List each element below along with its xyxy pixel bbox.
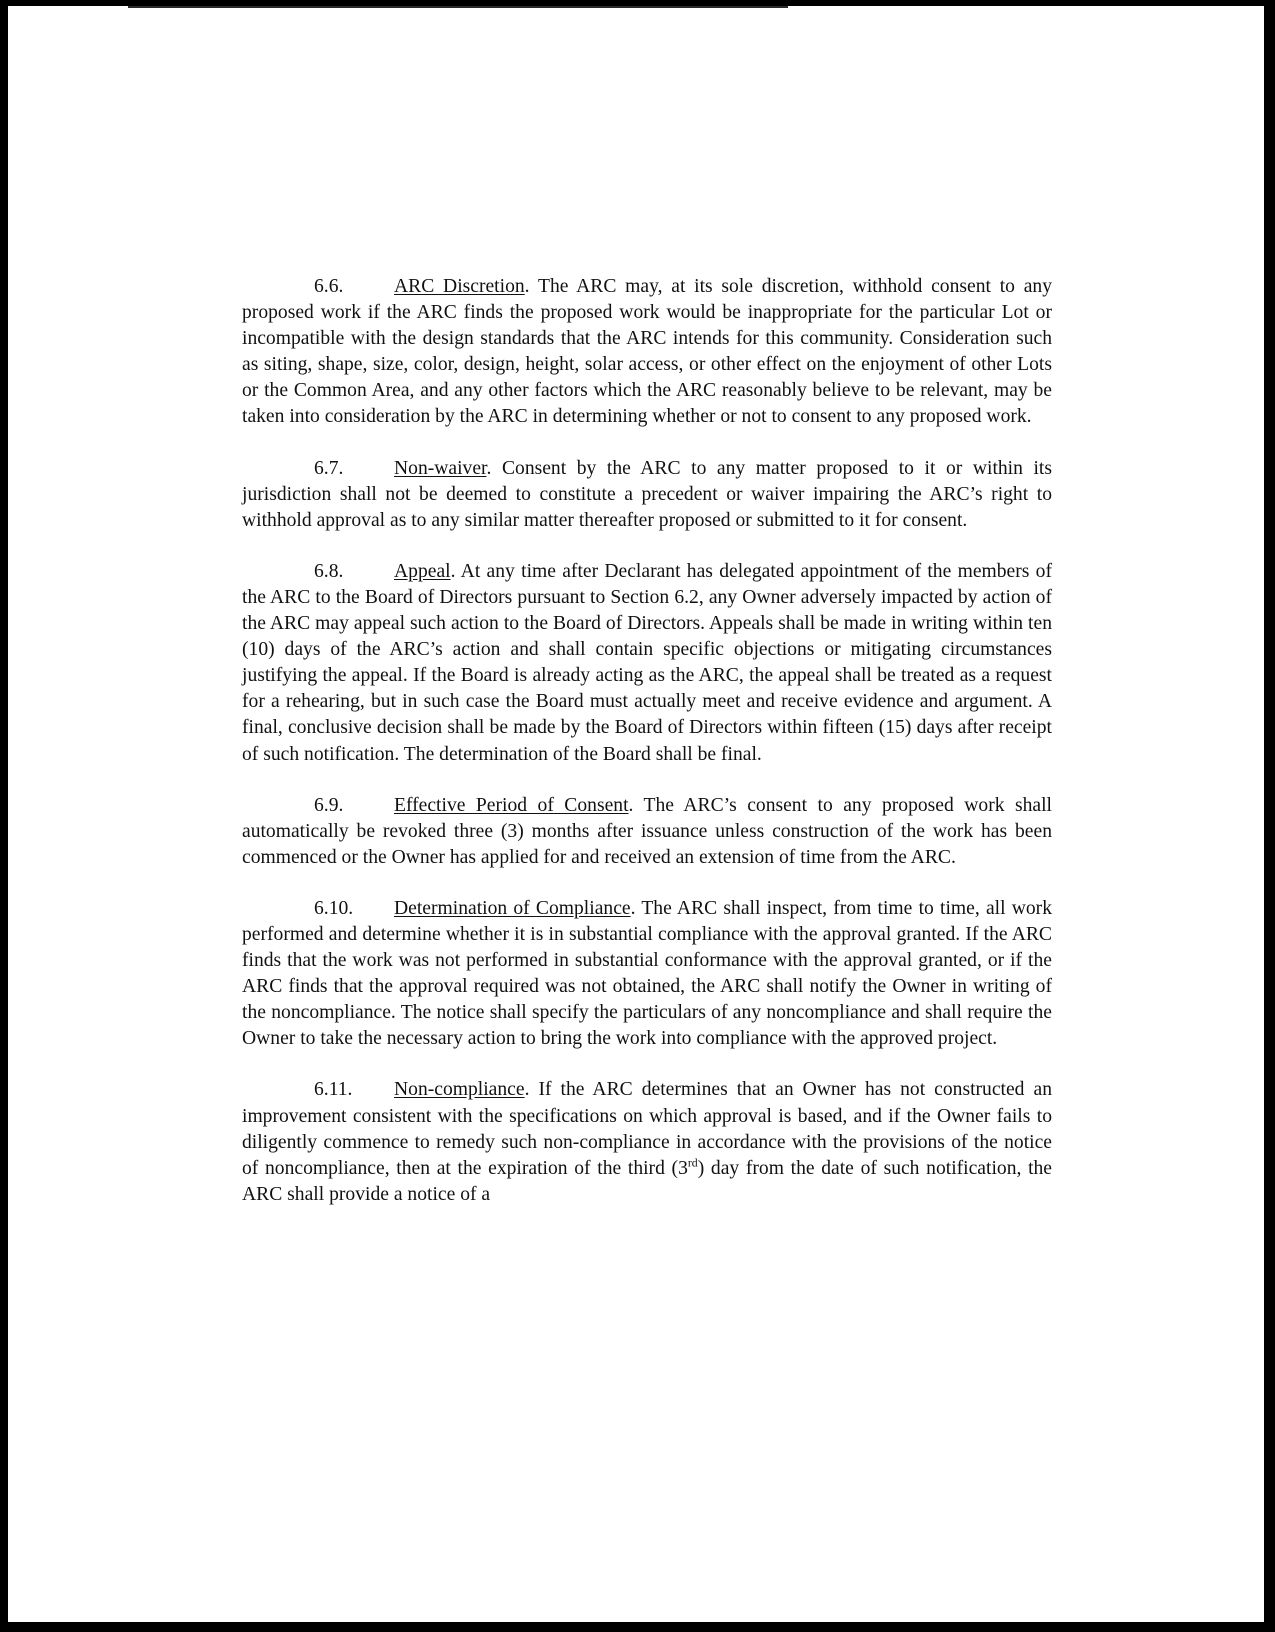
section-heading: Non-waiver — [394, 457, 487, 479]
ordinal-superscript: rd — [687, 1156, 698, 1170]
section-number: 6.7. — [314, 457, 344, 479]
section-number: 6.8. — [314, 560, 344, 582]
section-text: . Consent by the ARC to any matter proposed to it or within its jurisdiction shall not be deemed to constitute a precedent or waiver impairing the ARC’s right to withhold approval as to any similar matter thereafter proposed or submitted to it for consent. — [242, 457, 1052, 531]
section-text: . At any time after Declarant has delegated appointment of the members of the ARC to the Board of Directors pursuant to Section 6.2, any Owner adversely impacted by action of the ARC may appeal such action to the Board of Directors. Appeals shall be made in writing within ten (10) days of the ARC’s action and shall contain specific objections or mitigating circumstances justifying the appeal. If the Board is already acting as the ARC, the appeal shall be treated as a request for a rehearing, but in such case the Board must actually meet and receive evidence and argument. A final, conclusive decision shall be made by the Board of Directors within fifteen (15) days after receipt of such notification. The determination of the Board shall be final. — [242, 560, 1052, 765]
section-6-8 — [242, 559, 1052, 768]
document-body — [242, 274, 1052, 1233]
section-heading: Appeal — [394, 560, 451, 582]
section-heading: ARC Discretion — [394, 276, 525, 297]
section-6-11 — [242, 1077, 1052, 1207]
section-text: . The ARC may, at its sole discretion, withhold consent to any proposed work if the ARC finds the proposed work would be inappropriate for the particular Lot or incompatible with the design standards that the ARC intends for this community. Consideration such as siting, shape, size, color, design, height, solar access, or other effect on the enjoyment of other Lots or the Common Area, and any other factors which the ARC reasonably believe to be relevant, may be taken into consideration by the ARC in determining whether or not to consent to any proposed work. — [242, 276, 1052, 428]
section-text-continued: ) day from the date of such notification, the ARC shall provide a notice of a — [242, 1157, 1053, 1205]
section-6-9 — [242, 793, 1052, 871]
section-number: 6.10. — [314, 897, 354, 919]
section-text: . If the ARC determines that an Owner has not constructed an improvement consistent with the specifications on which approval is based, and if the Owner fails to diligently commence to remedy such non-compliance in accordance with the provisions of the notice of noncompliance, then at the expiration of the third (3 — [242, 1079, 1052, 1179]
section-heading: Determination of Compliance — [394, 897, 631, 919]
section-heading: Non-compliance — [394, 1079, 525, 1101]
section-heading: Effective Period of Consent — [394, 794, 629, 816]
section-6-10 — [242, 896, 1052, 1053]
section-number: 6.6. — [314, 276, 344, 297]
section-6-6 — [242, 274, 1052, 431]
scan-edge-line — [128, 6, 788, 8]
section-number: 6.11. — [314, 1079, 353, 1101]
document-page — [8, 6, 1264, 1622]
section-6-7 — [242, 456, 1052, 534]
section-text: . The ARC shall inspect, from time to time, all work performed and determine whether it is in substantial compliance with the approval granted. If the ARC finds that the work was not performed in substantial conformance with the approval granted, or if the ARC finds that the approval required was not obtained, the ARC shall notify the Owner in writing of the noncompliance. The notice shall specify the particulars of any noncompliance and shall require the Owner to take the necessary action to bring the work into compliance with the approved project. — [242, 897, 1052, 1050]
section-text: . The ARC’s consent to any proposed work shall automatically be revoked three (3) months after issuance unless construction of the work has been commenced or the Owner has applied for and received an extension of time from the ARC. — [242, 794, 1052, 868]
section-number: 6.9. — [314, 794, 344, 816]
